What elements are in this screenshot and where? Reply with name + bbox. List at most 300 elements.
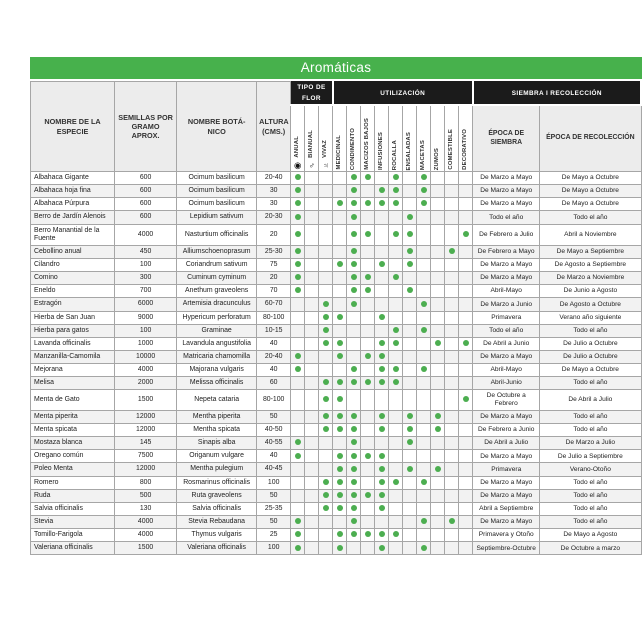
botanical-name: Mentha spicata <box>177 424 257 437</box>
flag-cell-zumos <box>431 377 445 390</box>
species-name: Oregano común <box>31 450 115 463</box>
flag-cell-macetas <box>417 198 431 211</box>
flag-cell-decorativo <box>459 298 473 311</box>
flag-cell-ensaladas <box>403 410 417 423</box>
flag-cell-bianual <box>305 258 319 271</box>
flag-cell-macizos-bajos <box>361 377 375 390</box>
seeds-per-gram: 2000 <box>115 377 177 390</box>
green-dot <box>323 396 329 402</box>
seeds-per-gram: 6000 <box>115 298 177 311</box>
sowing-season: De Marzo a Junio <box>473 298 540 311</box>
flag-cell-rocalla <box>389 311 403 324</box>
flag-column-label: BIANUAL <box>307 130 314 158</box>
height-cms: 30 <box>257 198 291 211</box>
green-dot <box>323 379 329 385</box>
flag-cell-comestible <box>445 377 459 390</box>
flag-cell-medicinal <box>333 502 347 515</box>
sowing-season: De Febrero a Junio <box>473 424 540 437</box>
flag-column-header <box>361 105 375 172</box>
flag-cell-infusiones <box>375 258 389 271</box>
height-cms: 60-70 <box>257 298 291 311</box>
flag-cell-rocalla <box>389 337 403 350</box>
seeds-per-gram: 7500 <box>115 450 177 463</box>
seeds-per-gram: 100 <box>115 324 177 337</box>
flag-cell-decorativo <box>459 245 473 258</box>
flag-cell-macetas <box>417 272 431 285</box>
flag-cell-macetas <box>417 476 431 489</box>
flag-cell-ensaladas <box>403 364 417 377</box>
flag-cell-anual <box>291 298 305 311</box>
flag-cell-anual <box>291 350 305 363</box>
table-row <box>31 463 642 476</box>
harvest-season: Todo el año <box>540 410 641 423</box>
flag-cell-anual <box>291 489 305 502</box>
flag-cell-anual <box>291 364 305 377</box>
flag-cell-macizos-bajos <box>361 245 375 258</box>
flag-cell-macizos-bajos <box>361 529 375 542</box>
green-dot <box>365 353 371 359</box>
flag-cell-anual <box>291 245 305 258</box>
flag-cell-macizos-bajos <box>361 350 375 363</box>
green-dot <box>379 366 385 372</box>
height-cms: 40-50 <box>257 424 291 437</box>
species-name: Cebollino anual <box>31 245 115 258</box>
flag-cell-anual <box>291 258 305 271</box>
flag-cell-ensaladas <box>403 437 417 450</box>
flag-cell-ensaladas <box>403 185 417 198</box>
green-dot <box>295 200 301 206</box>
flag-cell-anual <box>291 224 305 245</box>
flag-cell-bianual <box>305 463 319 476</box>
harvest-season: Abril a Noviembre <box>540 224 641 245</box>
botanical-name: Majorana vulgaris <box>177 364 257 377</box>
seeds-per-gram: 600 <box>115 185 177 198</box>
flag-cell-infusiones <box>375 377 389 390</box>
flag-cell-macizos-bajos <box>361 542 375 555</box>
flag-cell-comestible <box>445 298 459 311</box>
green-dot <box>323 492 329 498</box>
green-dot <box>323 426 329 432</box>
group-header-utilizacion: UTILIZACIÓN <box>333 82 473 106</box>
flag-cell-zumos <box>431 516 445 529</box>
flag-cell-medicinal <box>333 337 347 350</box>
green-dot <box>351 261 357 267</box>
sowing-season: De Marzo a Mayo <box>473 185 540 198</box>
flag-cell-medicinal <box>333 410 347 423</box>
flag-cell-medicinal <box>333 390 347 411</box>
sowing-season: De Marzo a Mayo <box>473 450 540 463</box>
flag-cell-medicinal <box>333 172 347 185</box>
green-dot <box>421 327 427 333</box>
flag-cell-vivaz <box>319 463 333 476</box>
flag-cell-rocalla <box>389 198 403 211</box>
flag-cell-ensaladas <box>403 424 417 437</box>
green-dot <box>393 379 399 385</box>
table-row <box>31 450 642 463</box>
flag-cell-medicinal <box>333 272 347 285</box>
flag-cell-comestible <box>445 463 459 476</box>
green-dot <box>435 340 441 346</box>
flag-cell-comestible <box>445 502 459 515</box>
flag-cell-ensaladas <box>403 450 417 463</box>
sowing-season: De Marzo a Mayo <box>473 489 540 502</box>
flag-cell-macetas <box>417 211 431 224</box>
flag-cell-macetas <box>417 224 431 245</box>
flag-cell-medicinal <box>333 298 347 311</box>
flag-cell-anual <box>291 463 305 476</box>
green-dot <box>421 479 427 485</box>
flag-cell-anual <box>291 410 305 423</box>
flag-cell-comestible <box>445 311 459 324</box>
flag-cell-zumos <box>431 424 445 437</box>
flag-cell-vivaz <box>319 298 333 311</box>
flag-column-header <box>459 105 473 172</box>
flag-cell-macizos-bajos <box>361 337 375 350</box>
height-cms: 25-35 <box>257 502 291 515</box>
height-cms: 100 <box>257 542 291 555</box>
flag-cell-vivaz <box>319 311 333 324</box>
flag-cell-bianual <box>305 211 319 224</box>
table-row <box>31 272 642 285</box>
flag-column-label: MEDICINAL <box>335 135 342 170</box>
flag-cell-medicinal <box>333 516 347 529</box>
flag-cell-decorativo <box>459 198 473 211</box>
harvest-season: De Mayo a Octubre <box>540 185 641 198</box>
species-name: Stevia <box>31 516 115 529</box>
flag-cell-rocalla <box>389 390 403 411</box>
green-dot <box>435 413 441 419</box>
green-dot <box>351 505 357 511</box>
flag-cell-medicinal <box>333 245 347 258</box>
flag-cell-condimento <box>347 337 361 350</box>
flag-cell-vivaz <box>319 364 333 377</box>
flag-column-label: ROCALLA <box>391 139 398 170</box>
sowing-season: De Octubre a Febrero <box>473 390 540 411</box>
group-header-siembra-recoleccion: SIEMBRA I RECOLECCIÓN <box>473 82 641 106</box>
green-dot <box>421 174 427 180</box>
flag-cell-bianual <box>305 390 319 411</box>
table-row <box>31 324 642 337</box>
flag-cell-rocalla <box>389 185 403 198</box>
flag-column-header <box>431 105 445 172</box>
harvest-season: De Mayo a Agosto <box>540 529 641 542</box>
sowing-season: De Marzo a Mayo <box>473 272 540 285</box>
harvest-season: De Junio a Agosto <box>540 285 641 298</box>
green-dot <box>365 200 371 206</box>
harvest-season: Todo el año <box>540 502 641 515</box>
species-name: Lavanda officinalis <box>31 337 115 350</box>
flag-column-header <box>305 105 319 172</box>
species-name: Cilandro <box>31 258 115 271</box>
height-cms: 10-15 <box>257 324 291 337</box>
height-cms: 20 <box>257 224 291 245</box>
harvest-season: De Julio a Octubre <box>540 337 641 350</box>
botanical-name: Alliumschoenoprasum <box>177 245 257 258</box>
botanical-name: Valeriana officinalis <box>177 542 257 555</box>
seeds-per-gram: 1500 <box>115 542 177 555</box>
green-dot <box>421 545 427 551</box>
flag-cell-bianual <box>305 410 319 423</box>
flag-cell-comestible <box>445 198 459 211</box>
flag-cell-zumos <box>431 224 445 245</box>
table-row <box>31 364 642 377</box>
green-dot <box>379 426 385 432</box>
green-dot <box>323 301 329 307</box>
harvest-season: De Mayo a Septiembre <box>540 245 641 258</box>
green-dot <box>351 466 357 472</box>
seeds-per-gram: 600 <box>115 211 177 224</box>
flag-cell-zumos <box>431 285 445 298</box>
flower-type-icon: ♃ <box>322 160 329 170</box>
flag-cell-vivaz <box>319 324 333 337</box>
green-dot <box>295 453 301 459</box>
flag-cell-vivaz <box>319 245 333 258</box>
flag-cell-macetas <box>417 450 431 463</box>
green-dot <box>435 426 441 432</box>
flag-cell-ensaladas <box>403 516 417 529</box>
green-dot <box>337 531 343 537</box>
flag-cell-decorativo <box>459 476 473 489</box>
green-dot <box>351 231 357 237</box>
table-row <box>31 542 642 555</box>
flag-column-header <box>333 105 347 172</box>
flag-cell-decorativo <box>459 172 473 185</box>
botanical-name: Hypericum perforatum <box>177 311 257 324</box>
height-cms: 40 <box>257 450 291 463</box>
flag-cell-comestible <box>445 272 459 285</box>
flag-cell-bianual <box>305 198 319 211</box>
table-row <box>31 502 642 515</box>
green-dot <box>379 187 385 193</box>
green-dot <box>379 413 385 419</box>
botanical-name: Ocimum basilicum <box>177 185 257 198</box>
species-name: Melisa <box>31 377 115 390</box>
flag-cell-condimento <box>347 272 361 285</box>
flag-cell-zumos <box>431 476 445 489</box>
flag-cell-macetas <box>417 350 431 363</box>
species-name: Tomillo-Farigola <box>31 529 115 542</box>
flag-cell-bianual <box>305 272 319 285</box>
green-dot <box>393 327 399 333</box>
flag-cell-rocalla <box>389 211 403 224</box>
flag-cell-decorativo <box>459 437 473 450</box>
botanical-name: Stevia Rebaudana <box>177 516 257 529</box>
green-dot <box>351 200 357 206</box>
flag-cell-infusiones <box>375 529 389 542</box>
table-row <box>31 172 642 185</box>
flag-cell-condimento <box>347 502 361 515</box>
flag-cell-anual <box>291 324 305 337</box>
flag-cell-macetas <box>417 185 431 198</box>
harvest-season: De Marzo a Julio <box>540 437 641 450</box>
species-name: Comino <box>31 272 115 285</box>
flag-column-label: ANUAL <box>293 136 300 158</box>
flag-cell-rocalla <box>389 272 403 285</box>
flag-cell-comestible <box>445 529 459 542</box>
green-dot <box>421 187 427 193</box>
flag-cell-condimento <box>347 224 361 245</box>
seeds-per-gram: 4000 <box>115 516 177 529</box>
flag-cell-medicinal <box>333 324 347 337</box>
species-name: Menta de Gato <box>31 390 115 411</box>
green-dot <box>407 231 413 237</box>
green-dot <box>365 274 371 280</box>
green-dot <box>295 174 301 180</box>
flag-cell-infusiones <box>375 476 389 489</box>
flag-cell-vivaz <box>319 437 333 450</box>
harvest-season: De Julio a Octubre <box>540 350 641 363</box>
green-dot <box>337 340 343 346</box>
table-row <box>31 337 642 350</box>
species-name: Mostaza blanca <box>31 437 115 450</box>
flag-column-header <box>347 105 361 172</box>
sowing-season: De Marzo a Mayo <box>473 198 540 211</box>
flag-cell-vivaz <box>319 476 333 489</box>
aromaticas-table-sheet <box>30 57 642 555</box>
flag-column-label: COMESTIBLE <box>447 129 454 170</box>
seeds-per-gram: 4000 <box>115 364 177 377</box>
seeds-per-gram: 12000 <box>115 463 177 476</box>
flag-cell-condimento <box>347 377 361 390</box>
flag-cell-rocalla <box>389 258 403 271</box>
flag-cell-macetas <box>417 424 431 437</box>
species-name: Hierba de San Juan <box>31 311 115 324</box>
flag-cell-anual <box>291 285 305 298</box>
green-dot <box>351 531 357 537</box>
flag-cell-vivaz <box>319 410 333 423</box>
flag-cell-bianual <box>305 224 319 245</box>
flag-cell-bianual <box>305 185 319 198</box>
flag-cell-macetas <box>417 516 431 529</box>
flag-cell-condimento <box>347 390 361 411</box>
seeds-per-gram: 12000 <box>115 424 177 437</box>
flag-cell-decorativo <box>459 285 473 298</box>
flag-cell-ensaladas <box>403 198 417 211</box>
height-cms: 50 <box>257 516 291 529</box>
flag-cell-infusiones <box>375 542 389 555</box>
green-dot <box>323 327 329 333</box>
green-dot <box>351 366 357 372</box>
harvest-season: Verano-Otoño <box>540 463 641 476</box>
sowing-season: Primavera <box>473 311 540 324</box>
flag-cell-infusiones <box>375 298 389 311</box>
green-dot <box>393 531 399 537</box>
green-dot <box>393 340 399 346</box>
flag-cell-medicinal <box>333 364 347 377</box>
species-name: Romero <box>31 476 115 489</box>
species-name: Menta piperita <box>31 410 115 423</box>
flag-cell-infusiones <box>375 224 389 245</box>
flag-cell-decorativo <box>459 311 473 324</box>
flag-cell-bianual <box>305 437 319 450</box>
col-header-epoca-recoleccion: ÉPOCA DE RECOLECCIÓN <box>540 105 641 172</box>
flag-cell-condimento <box>347 450 361 463</box>
flag-cell-comestible <box>445 258 459 271</box>
green-dot <box>463 396 469 402</box>
green-dot <box>393 187 399 193</box>
flag-cell-bianual <box>305 424 319 437</box>
green-dot <box>351 214 357 220</box>
green-dot <box>351 379 357 385</box>
height-cms: 80-100 <box>257 311 291 324</box>
botanical-name: Nasturtium officinalis <box>177 224 257 245</box>
height-cms: 70 <box>257 285 291 298</box>
flag-cell-infusiones <box>375 364 389 377</box>
flag-cell-vivaz <box>319 350 333 363</box>
flag-cell-zumos <box>431 172 445 185</box>
sowing-season: Abril-Mayo <box>473 364 540 377</box>
flag-cell-zumos <box>431 489 445 502</box>
flag-cell-bianual <box>305 311 319 324</box>
botanical-name: Graminae <box>177 324 257 337</box>
flag-cell-bianual <box>305 364 319 377</box>
flag-cell-macizos-bajos <box>361 258 375 271</box>
flag-cell-rocalla <box>389 410 403 423</box>
botanical-name: Anethum graveolens <box>177 285 257 298</box>
flag-column-label: ZUMOS <box>433 147 440 170</box>
flag-cell-decorativo <box>459 424 473 437</box>
green-dot <box>463 340 469 346</box>
seeds-per-gram: 145 <box>115 437 177 450</box>
flag-cell-zumos <box>431 337 445 350</box>
green-dot <box>337 426 343 432</box>
flag-cell-anual <box>291 172 305 185</box>
flag-cell-medicinal <box>333 285 347 298</box>
green-dot <box>407 214 413 220</box>
flag-cell-anual <box>291 424 305 437</box>
green-dot <box>337 314 343 320</box>
botanical-name: Ocimum basilicum <box>177 198 257 211</box>
flag-cell-decorativo <box>459 489 473 502</box>
flag-cell-macetas <box>417 390 431 411</box>
height-cms: 40-45 <box>257 463 291 476</box>
flag-cell-condimento <box>347 211 361 224</box>
flag-cell-zumos <box>431 311 445 324</box>
flag-cell-comestible <box>445 185 459 198</box>
green-dot <box>421 366 427 372</box>
flag-cell-comestible <box>445 172 459 185</box>
flag-cell-macizos-bajos <box>361 424 375 437</box>
harvest-season: De Abril a Julio <box>540 390 641 411</box>
flag-cell-bianual <box>305 298 319 311</box>
flag-cell-medicinal <box>333 424 347 437</box>
green-dot <box>379 353 385 359</box>
flag-cell-bianual <box>305 285 319 298</box>
green-dot <box>379 479 385 485</box>
green-dot <box>449 248 455 254</box>
height-cms: 100 <box>257 476 291 489</box>
flag-cell-comestible <box>445 542 459 555</box>
green-dot <box>351 453 357 459</box>
green-dot <box>379 505 385 511</box>
green-dot <box>393 174 399 180</box>
green-dot <box>379 340 385 346</box>
height-cms: 50 <box>257 489 291 502</box>
flag-cell-ensaladas <box>403 172 417 185</box>
flag-cell-medicinal <box>333 198 347 211</box>
flag-cell-ensaladas <box>403 337 417 350</box>
flag-cell-anual <box>291 390 305 411</box>
flag-column-header <box>417 105 431 172</box>
flag-cell-vivaz <box>319 424 333 437</box>
flag-cell-infusiones <box>375 489 389 502</box>
height-cms: 20-40 <box>257 350 291 363</box>
botanical-name: Lavandula angustifolia <box>177 337 257 350</box>
flag-cell-infusiones <box>375 185 389 198</box>
flag-cell-macetas <box>417 377 431 390</box>
sowing-season: De Abril a Julio <box>473 437 540 450</box>
seeds-per-gram: 4000 <box>115 529 177 542</box>
